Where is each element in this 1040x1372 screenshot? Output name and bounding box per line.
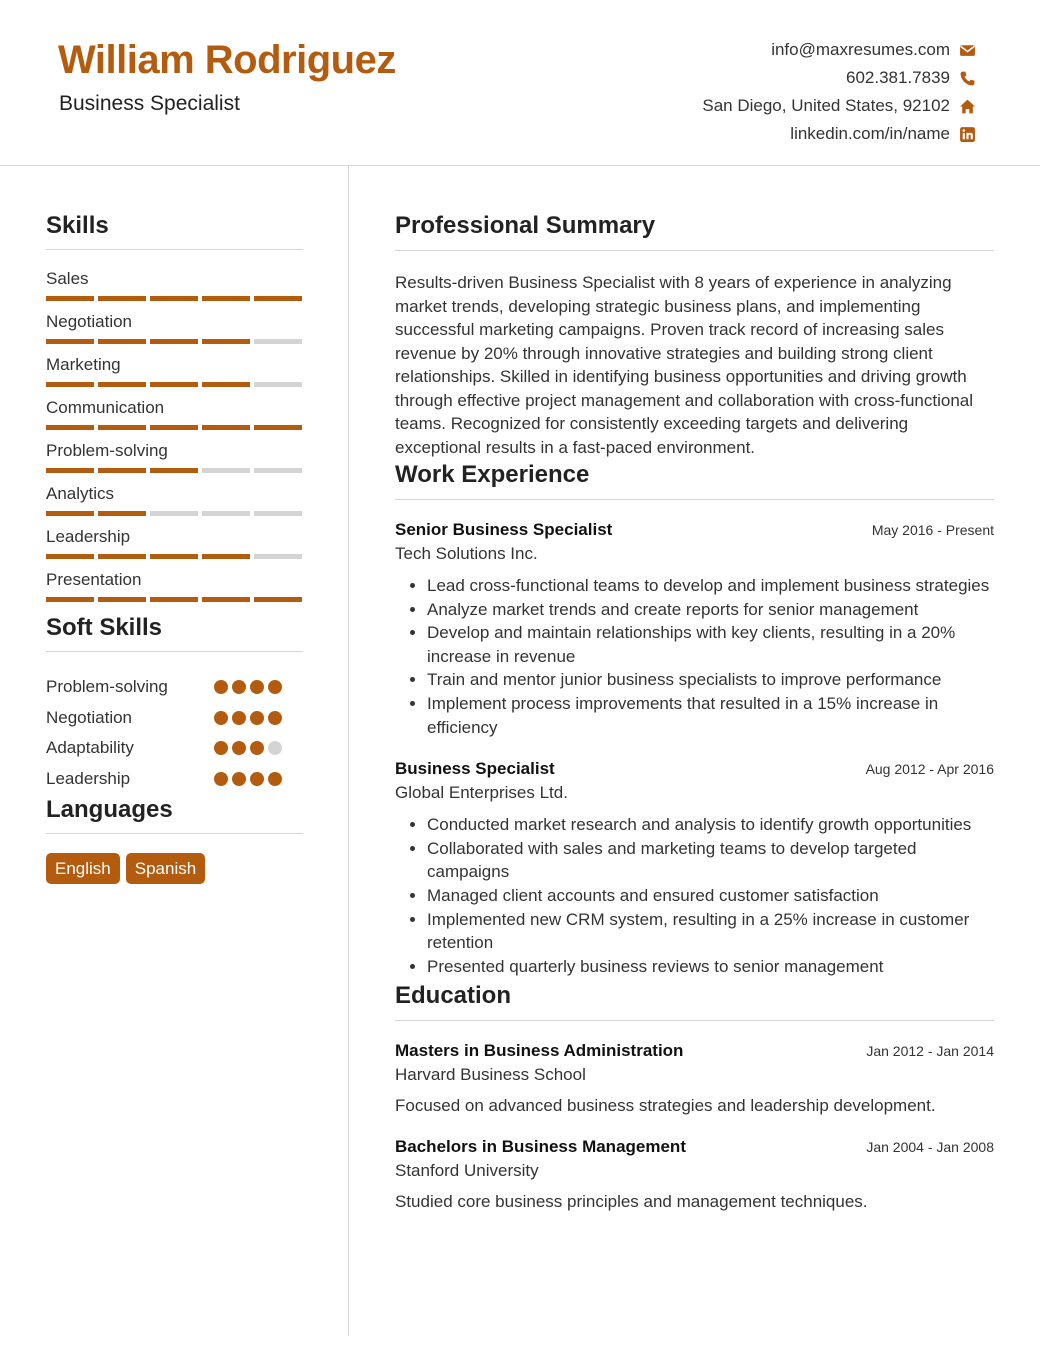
- education-degree: Bachelors in Business Management: [395, 1137, 686, 1157]
- skill-item: [46, 354, 303, 397]
- skill-name: Sales: [46, 269, 89, 288]
- skill-level-segment: [202, 511, 250, 516]
- contact-location-text: San Diego, United States, 92102: [702, 96, 950, 115]
- rating-dot: [268, 772, 282, 786]
- skill-item: [46, 440, 303, 483]
- skill-name: Analytics: [46, 484, 115, 503]
- skill-level-segment: [254, 382, 302, 387]
- skill-level-segment: [150, 511, 198, 516]
- education-entry: [395, 1041, 994, 1117]
- skills-list: [46, 250, 303, 612]
- education-description: Studied core business principles and management techniques.: [395, 1192, 868, 1212]
- soft-skill-item: [46, 733, 303, 764]
- contact-phone-text[interactable]: 602.381.7839: [846, 68, 950, 87]
- skill-level-segment: [98, 597, 146, 602]
- skill-level-segment: [150, 339, 198, 344]
- summary-title: Professional Summary: [395, 210, 994, 251]
- contact-linkedin[interactable]: [702, 120, 976, 148]
- skill-level-segment: [202, 382, 250, 387]
- contact-phone[interactable]: [702, 64, 976, 92]
- rating-dot: [250, 772, 264, 786]
- soft-skill-rating: [214, 680, 282, 694]
- soft-skill-item: [46, 672, 303, 703]
- skill-level-segment: [202, 425, 250, 430]
- candidate-title: Business Specialist: [59, 92, 240, 115]
- education-entry: [395, 1137, 994, 1213]
- column-divider: [348, 166, 349, 1336]
- contact-location: [702, 92, 976, 120]
- skill-level-segment: [254, 339, 302, 344]
- skill-level-segment: [202, 554, 250, 559]
- job-bullet: • Lead cross-functional teams to develop and implement business strategies: [427, 574, 994, 598]
- skill-level-bar: [46, 296, 303, 301]
- education-date: Jan 2012 - Jan 2014: [866, 1043, 994, 1060]
- job-bullet: • Develop and maintain relationships with key clients, resulting in a 20% increase in revenue: [427, 621, 994, 668]
- skill-level-segment: [202, 597, 250, 602]
- envelope-icon: [958, 41, 976, 59]
- job-bullet: • Implemented new CRM system, resulting in a 25% increase in customer retention: [427, 908, 994, 955]
- education-list: [395, 1041, 994, 1213]
- job-date: Aug 2012 - Apr 2016: [865, 761, 994, 778]
- skill-level-segment: [150, 554, 198, 559]
- job-bullet: • Managed client accounts and ensured customer satisfaction: [427, 884, 994, 908]
- skill-level-segment: [46, 511, 94, 516]
- education-header: [395, 1041, 994, 1063]
- soft-skill-item: [46, 764, 303, 795]
- skill-level-segment: [98, 425, 146, 430]
- soft-skills-title: Soft Skills: [46, 612, 303, 652]
- soft-skill-rating: [214, 711, 282, 725]
- contact-linkedin-text[interactable]: linkedin.com/in/name: [790, 124, 950, 143]
- skill-level-bar: [46, 382, 303, 387]
- home-icon: [958, 97, 976, 115]
- skill-level-bar: [46, 425, 303, 430]
- rating-dot: [250, 741, 264, 755]
- soft-skill-name: Adaptability: [46, 738, 134, 758]
- language-badge: English: [46, 853, 120, 884]
- resume-header: [0, 0, 1040, 166]
- job-bullet: • Analyze market trends and create reports for senior management: [427, 598, 994, 622]
- soft-skill-name: Leadership: [46, 768, 131, 788]
- skill-level-segment: [46, 554, 94, 559]
- rating-dot: [214, 741, 228, 755]
- rating-dot: [214, 680, 228, 694]
- rating-dot: [250, 711, 264, 725]
- skill-level-segment: [98, 468, 146, 473]
- rating-dot: [232, 680, 246, 694]
- skill-level-bar: [46, 597, 303, 602]
- skill-item: [46, 569, 303, 612]
- skill-level-segment: [46, 468, 94, 473]
- soft-skill-rating: [214, 741, 282, 755]
- skill-level-segment: [46, 382, 94, 387]
- skill-item: [46, 268, 303, 311]
- education-title: Education: [395, 980, 994, 1021]
- rating-dot: [214, 711, 228, 725]
- main-column: [395, 210, 994, 1213]
- rating-dot: [232, 711, 246, 725]
- skill-level-segment: [254, 597, 302, 602]
- skill-name: Presentation: [46, 570, 142, 589]
- skill-name: Leadership: [46, 527, 131, 546]
- languages-title: Languages: [46, 794, 303, 834]
- skill-level-segment: [46, 597, 94, 602]
- education-school: Stanford University: [395, 1161, 539, 1181]
- linkedin-icon: [958, 125, 976, 143]
- contact-email[interactable]: [702, 36, 976, 64]
- skill-level-segment: [254, 468, 302, 473]
- soft-skill-name: Problem-solving: [46, 677, 168, 697]
- job-role: Senior Business Specialist: [395, 520, 613, 539]
- skill-level-segment: [98, 296, 146, 301]
- skill-level-bar: [46, 339, 303, 344]
- job-bullet: • Implement process improvements that resulted in a 15% increase in efficiency: [427, 692, 994, 739]
- skills-title: Skills: [46, 210, 303, 250]
- soft-skill-item: [46, 703, 303, 734]
- skill-level-segment: [254, 425, 302, 430]
- skill-level-segment: [150, 425, 198, 430]
- job-company: Tech Solutions Inc.: [395, 544, 538, 563]
- skill-level-segment: [98, 339, 146, 344]
- skill-level-bar: [46, 554, 303, 559]
- skill-level-segment: [46, 425, 94, 430]
- skill-item: [46, 311, 303, 354]
- skill-level-segment: [98, 382, 146, 387]
- skill-level-segment: [150, 382, 198, 387]
- skill-level-segment: [254, 554, 302, 559]
- soft-skill-rating: [214, 772, 282, 786]
- job-company: Global Enterprises Ltd.: [395, 783, 568, 803]
- skill-level-segment: [98, 511, 146, 516]
- education-header: [395, 1137, 994, 1159]
- education-degree: Masters in Business Administration: [395, 1041, 684, 1061]
- job-bullet: • Collaborated with sales and marketing teams to develop targeted campaigns: [427, 837, 994, 884]
- contact-list: [702, 36, 976, 148]
- soft-skill-name: Negotiation: [46, 707, 133, 727]
- rating-dot: [232, 741, 246, 755]
- education-description: Focused on advanced business strategies and leadership development.: [395, 1096, 936, 1116]
- skill-name: Communication: [46, 398, 165, 417]
- skill-level-bar: [46, 468, 303, 473]
- skill-level-segment: [254, 296, 302, 301]
- skill-name: Problem-solving: [46, 441, 168, 460]
- candidate-name: William Rodriguez: [58, 38, 396, 82]
- rating-dot: [214, 772, 228, 786]
- education-date: Jan 2004 - Jan 2008: [866, 1139, 994, 1156]
- sidebar: [46, 210, 303, 884]
- skill-level-segment: [202, 339, 250, 344]
- job-role: Business Specialist: [395, 759, 555, 779]
- job-entry: [395, 520, 994, 739]
- experience-title: Work Experience: [395, 459, 994, 500]
- rating-dot: [268, 680, 282, 694]
- rating-dot: [268, 741, 282, 755]
- soft-skills-list: [46, 652, 303, 794]
- skill-level-segment: [202, 468, 250, 473]
- job-header: [395, 520, 994, 542]
- skill-level-segment: [46, 296, 94, 301]
- job-bullet: • Train and mentor junior business specialists to improve performance: [427, 668, 994, 692]
- language-badge: Spanish: [126, 853, 205, 884]
- skill-level-segment: [254, 511, 302, 516]
- summary-text: Results-driven Business Specialist with 8 years of experience in analyzing market trends, developing strategic business plans, and implementing successful marketing campaigns. Proven track record of increasing sales revenue by 20% through innovative strategies and building strong client relationships. Skilled in identifying business opportunities and driving growth through effective project management and collaboration with cross-functional teams. Recognized for consistently exceeding targets and delivering exceptional results in a fast-paced environment.: [395, 273, 974, 457]
- jobs-list: [395, 520, 994, 978]
- job-bullets: [395, 574, 994, 739]
- job-bullets: [395, 813, 994, 978]
- skill-item: [46, 397, 303, 440]
- job-bullet: • Conducted market research and analysis to identify growth opportunities: [427, 813, 994, 837]
- skill-level-segment: [202, 296, 250, 301]
- rating-dot: [232, 772, 246, 786]
- rating-dot: [268, 711, 282, 725]
- contact-email-text[interactable]: info@maxresumes.com: [771, 40, 950, 59]
- skill-item: [46, 483, 303, 526]
- job-header: [395, 759, 994, 781]
- skill-name: Marketing: [46, 355, 121, 374]
- job-bullet: • Presented quarterly business reviews to senior management: [427, 955, 994, 979]
- skill-level-segment: [46, 339, 94, 344]
- job-date: May 2016 - Present: [871, 522, 994, 538]
- skill-item: [46, 526, 303, 569]
- skill-level-bar: [46, 511, 303, 516]
- skill-level-segment: [150, 597, 198, 602]
- skill-level-segment: [150, 296, 198, 301]
- skill-level-segment: [98, 554, 146, 559]
- languages-list: [46, 834, 303, 884]
- job-entry: [395, 759, 994, 978]
- education-school: Harvard Business School: [395, 1065, 586, 1085]
- skill-level-segment: [150, 468, 198, 473]
- skill-name: Negotiation: [46, 312, 133, 331]
- rating-dot: [250, 680, 264, 694]
- phone-icon: [958, 69, 976, 87]
